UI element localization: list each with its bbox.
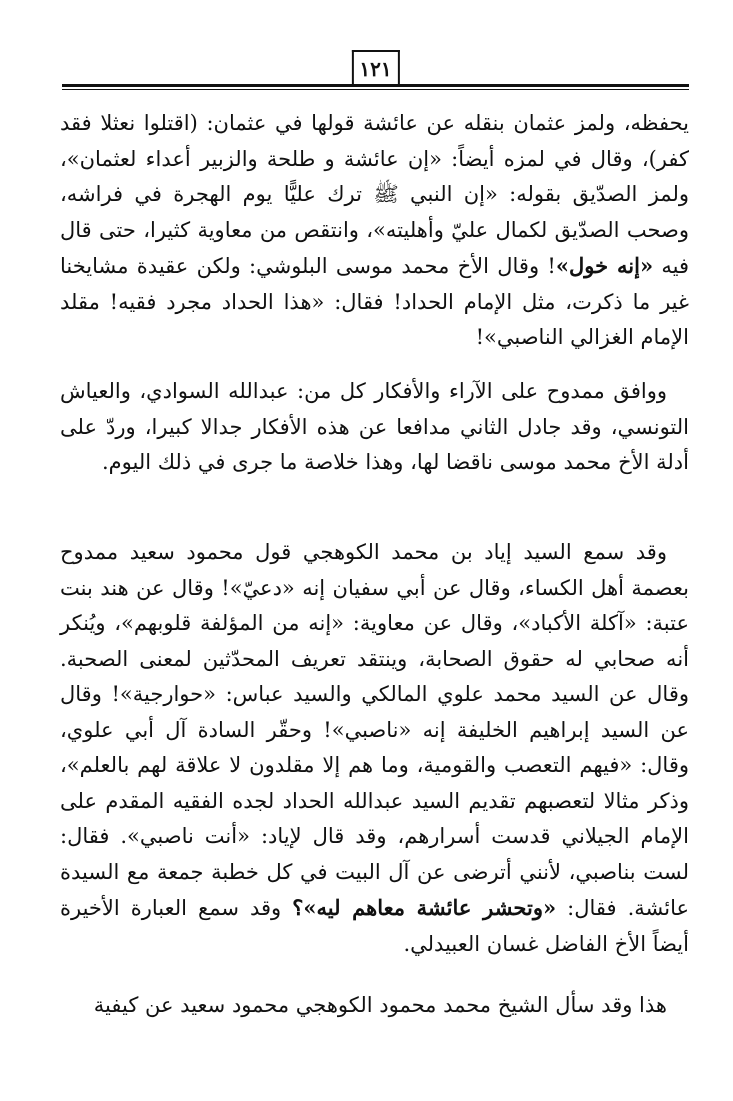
paragraph-3-bold-quote: «وتحشر عائشة معاهم ليه»؟ xyxy=(292,895,557,920)
paragraph-1-text-b: ! وقال الأخ محمد موسى البلوشي: ولكن عقيدة مشايخنا غير ما ذكرت، مثل الإمام الحداد! فقال: «هذا الحداد مجرد فقيه! مقلد الإمام الغزالي الناصبي»! xyxy=(60,254,689,349)
paragraph-4-text: هذا وقد سأل الشيخ محمد محمود الكوهجي محمود سعيد عن كيفية xyxy=(93,993,667,1017)
paragraph-3-text-b: وقد سمع العبارة الأخيرة أيضاً الأخ الفاضل غسان العبيدلي. xyxy=(60,896,689,956)
paragraph-2-text: ووافق ممدوح على الآراء والأفكار كل من: عبدالله السوادي، والعياش التونسي، وقد جادل الثاني مدافعا عن هذه الأفكار جدالا كبيرا، وردّ على أدلة الأخ محمد موسى ناقضا لها، وهذا خلاصة ما جرى في ذلك اليوم. xyxy=(60,379,689,474)
paragraph-1-bold-quote: «إنه خول» xyxy=(555,253,654,278)
paragraph-3-text-a: وقد سمع السيد إياد بن محمد الكوهجي قول محمود سعيد ممدوح بعصمة أهل الكساء، وقال عن أبي سفيان إنه «دعيّ»! وقال عن هند بنت عتبة: «آكلة الأكباد»، وقال عن معاوية: «إنه من المؤلفة قلوبهم»، ويُنكر أنه صحابي له حقوق الصحابة، وينتقد تعريف المحدّثين لمعنى الصحبة. وقال عن السيد محمد علوي المالكي والسيد عباس: «حوارجية»! وقال عن السيد إبراهيم الخليفة إنه «ناصبي»! وحقّر السادة آل أبي علوي، وقال: «فيهم التعصب والقومية، وما هم إلا مقلدون لا علاقة لهم بالعلم»، وذكر مثالا لتعصبهم تقديم السيد عبدالله الحداد لجده الفقيه المقدم على الإمام الجيلاني قدست أسرارهم، وقد قال لإياد: «أنت ناصبي». فقال: لست بناصبي، لأنني أترضى عن آل البيت في كل خطبة جمعة مع السيدة عائشة. فقال: xyxy=(60,540,690,920)
paragraph-4 xyxy=(60,988,689,1024)
page-number: ١٢١ xyxy=(351,50,399,84)
paragraph-2 xyxy=(60,374,689,481)
header-rule-thin xyxy=(62,89,689,90)
paragraph-1-text-a: يحفظه، ولمز عثمان بنقله عن عائشة قولها في عثمان: (اقتلوا نعثلا فقد كفر)، وقال في لمزه أيضاً: «إن عائشة و طلحة والزبير أعداء لعثمان»، ولمز الصدّيق بقوله: «إن النبي ﷺ ترك عليًّا يوم الهجرة في فراشه، وصحب الصدّيق لكمال عليّ وأهليته»، وانتقص من معاوية كثيرا، حتى قال فيه xyxy=(60,111,690,278)
paragraph-3 xyxy=(60,535,689,962)
page-header xyxy=(62,48,689,94)
paragraph-1 xyxy=(60,106,689,356)
